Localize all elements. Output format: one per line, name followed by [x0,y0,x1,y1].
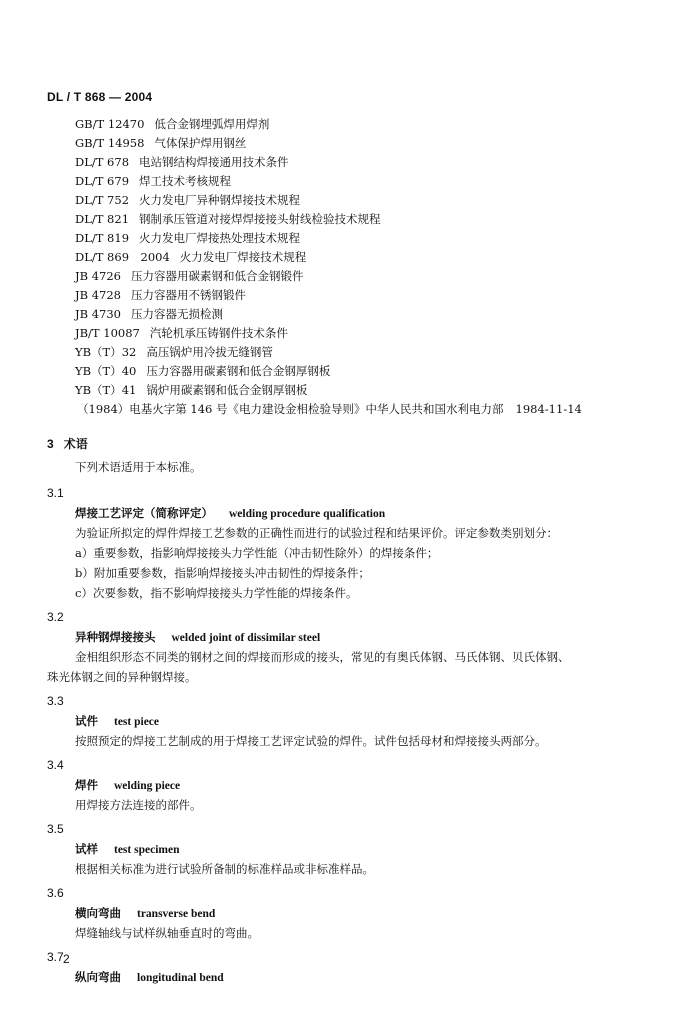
reference-title: 低合金钢埋弧焊用焊剂 [154,117,270,131]
term-3-6 [47,883,657,943]
term-title-zh: 焊接工艺评定（简称评定） [75,506,213,520]
reference-code: GB/T 14958 [75,136,145,150]
reference-title: 电站钢结构焊接通用技术条件 [139,155,289,169]
reference-code: DL/T 752 [75,193,130,207]
section-number: 3 [47,437,54,451]
term-title-en: test piece [114,716,160,728]
reference-directive-text: （1984）电基火字第 146 号《电力建设金相检验导则》中华人民共和国水利电力部 [77,402,504,416]
reference-title: 火力发电厂焊接热处理技术规程 [139,231,301,245]
reference-item [75,324,655,343]
term-3-1 [47,483,657,603]
reference-title: 压力容器用碳素钢和低合金钢厚钢板 [146,364,331,378]
reference-code: YB（T）32 [75,345,137,359]
term-3-4 [47,755,657,815]
reference-code: JB 4726 [75,269,121,283]
reference-item [75,229,655,248]
term-title [75,627,657,647]
reference-item [75,267,655,286]
section-intro: 下列术语适用于本标准。 [75,460,202,474]
reference-item [75,172,655,191]
section-heading [47,433,657,455]
term-number: 3.1 [47,486,64,500]
normative-references-list [75,115,655,419]
reference-item [75,191,655,210]
reference-item [75,210,655,229]
reference-directive-date: 1984-11-14 [515,402,582,416]
reference-item [75,343,655,362]
term-subitem: a）重要参数，指影响焊接接头力学性能（冲击韧性除外）的焊接条件； [75,546,439,560]
term-definition: 根据相关标准为进行试验所备制的标准样品或非标准样品。 [75,862,374,876]
reference-item [75,115,655,134]
term-definition: 为验证所拟定的焊件焊接工艺参数的正确性而进行的试验过程和结果评价。评定参数类别划分： [75,526,558,540]
term-3-3 [47,691,657,751]
standard-code-header: DL / T 868 — 2004 [47,90,153,104]
term-title-zh: 异种钢焊接接头 [75,630,156,644]
term-title-en: transverse bend [137,908,216,920]
reference-title: 火力发电厂异种钢焊接技术规程 [139,193,301,207]
reference-title: 高压锅炉用冷拔无缝钢管 [146,345,273,359]
reference-title: 火力发电厂焊接技术规程 [179,250,307,264]
reference-item [75,134,655,153]
term-title [75,839,657,859]
reference-title: 锅炉用碳素钢和低合金钢厚钢板 [146,383,308,397]
term-number: 3.3 [47,694,64,708]
term-title-zh: 焊件 [75,778,98,792]
term-definition-continued: 珠光体钢之间的异种钢焊接。 [47,670,197,684]
reference-code: DL/T 819 [75,231,130,245]
term-title-en: test specimen [114,844,180,856]
reference-code: DL/T 821 [75,212,130,226]
page-number: 2 [63,952,70,966]
reference-code: JB/T 10087 [75,326,140,340]
reference-item [75,153,655,172]
term-number: 3.4 [47,758,64,772]
term-title-zh: 试样 [75,842,98,856]
term-title-en: welded joint of dissimilar steel [171,632,321,644]
term-title [75,503,657,523]
reference-item [75,248,655,267]
reference-code: YB（T）41 [75,383,137,397]
term-definition: 金相组织形态不同类的钢材之间的焊接而形成的接头，常见的有奥氏体钢、马氏体钢、贝氏体钢、 [75,650,570,664]
reference-title: 压力容器无损检测 [130,307,223,321]
reference-item [75,362,655,381]
reference-code: DL/T 678 [75,155,130,169]
reference-code: YB（T）40 [75,364,137,378]
reference-title: 汽轮机承压铸钢件技术条件 [149,326,288,340]
reference-title: 气体保护焊用钢丝 [154,136,247,150]
terms-section [47,433,657,987]
term-subitem: b）附加重要参数，指影响焊接接头冲击韧性的焊接条件； [75,566,370,580]
reference-title: 焊工技术考核规程 [139,174,232,188]
term-3-2 [47,607,657,687]
term-title [75,775,657,795]
term-number: 3.6 [47,886,64,900]
reference-code: GB/T 12470 [75,117,145,131]
reference-title: 压力容器用碳素钢和低合金钢锻件 [130,269,304,283]
term-3-5 [47,819,657,879]
term-title-zh: 试件 [75,714,98,728]
reference-title: 钢制承压管道对接焊焊接接头射线检验技术规程 [139,212,381,226]
term-3-7 [47,947,657,987]
term-title-en: longitudinal bend [137,972,224,984]
reference-item [75,286,655,305]
term-title-zh: 纵向弯曲 [75,970,121,984]
reference-code: DL/T 679 [75,174,130,188]
term-number: 3.5 [47,822,64,836]
term-subitem: c）次要参数，指不影响焊接接头力学性能的焊接条件。 [75,586,358,600]
reference-item [75,381,655,400]
reference-code: JB 4728 [75,288,121,302]
reference-code: DL/T 869 2004 [75,250,170,264]
term-title [75,711,657,731]
term-number: 3.7 [47,950,64,964]
reference-code: JB 4730 [75,307,121,321]
term-definition: 按照预定的焊接工艺制成的用于焊接工艺评定试验的焊件。试件包括母材和焊接接头两部分。 [75,734,547,748]
term-number: 3.2 [47,610,64,624]
term-title [75,903,657,923]
term-definition: 用焊接方法连接的部件。 [75,798,202,812]
term-title-zh: 横向弯曲 [75,906,121,920]
reference-title: 压力容器用不锈钢锻件 [130,288,246,302]
term-title [75,967,657,987]
reference-item-directive [77,400,655,419]
section-title: 术语 [63,437,88,451]
reference-item [75,305,655,324]
term-title-en: welding piece [114,780,181,792]
term-definition: 焊缝轴线与试样纵轴垂直时的弯曲。 [75,926,259,940]
term-title-en: welding procedure qualification [229,508,386,520]
